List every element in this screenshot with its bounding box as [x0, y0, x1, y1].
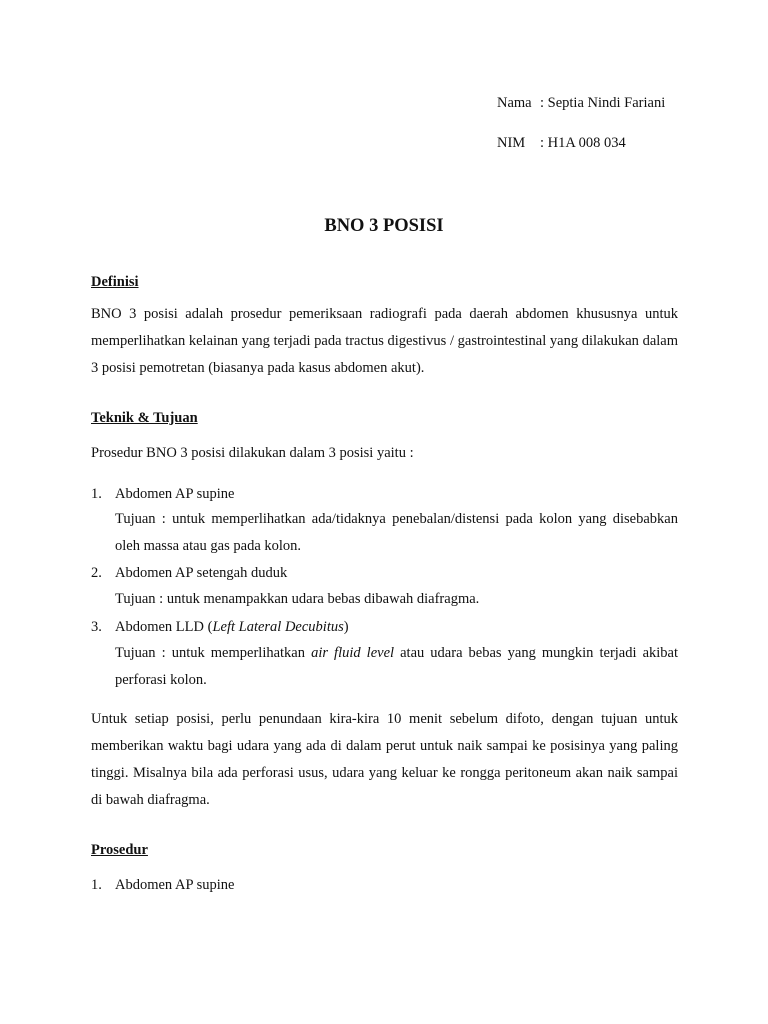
name-value: : Septia Nindi Fariani: [540, 95, 666, 111]
teknik-item-2-number: 2.: [91, 565, 102, 581]
definisi-heading: Definisi: [91, 274, 139, 290]
teknik-item-3-tujuan-italic: air fluid level: [311, 645, 395, 661]
prosedur-heading: Prosedur: [91, 842, 148, 858]
teknik-item-3-label: [115, 620, 349, 635]
teknik-item-3-label-prefix: Abdomen LLD (: [115, 619, 213, 635]
teknik-heading: Teknik & Tujuan: [91, 410, 198, 426]
name-label: Nama: [497, 95, 532, 111]
teknik-item-2-tujuan: Tujuan : untuk menampakkan udara bebas dibawah diafragma.: [115, 591, 480, 607]
teknik-item-1-tujuan: Tujuan : untuk memperlihatkan ada/tidaknya penebalan/distensi pada kolon yang disebabkan oleh massa atau gas pada kolon.: [115, 511, 678, 554]
prosedur-item-1-label: Abdomen AP supine: [115, 877, 235, 893]
teknik-item-3-number: 3.: [91, 619, 102, 635]
teknik-intro: Prosedur BNO 3 posisi dilakukan dalam 3 posisi yaitu :: [91, 445, 414, 461]
teknik-item-1-label: Abdomen AP supine: [115, 486, 235, 502]
teknik-item-3-label-suffix: ): [343, 619, 349, 635]
page-title: BNO 3 POSISI: [324, 216, 444, 236]
teknik-item-1-number: 1.: [91, 486, 102, 502]
nim-value: : H1A 008 034: [540, 135, 626, 151]
definisi-paragraph: BNO 3 posisi adalah prosedur pemeriksaan radiografi pada daerah abdomen khususnya untuk memperlihatkan kelainan yang terjadi pada tractus digestivus / gastrointestinal yang dilakukan dalam 3 posisi pemotretan (biasanya pada kasus abdomen akut).: [91, 306, 678, 376]
teknik-closing-paragraph: Untuk setiap posisi, perlu penundaan kira-kira 10 menit sebelum difoto, dengan tujuan untuk memberikan waktu bagi udara yang ada di dalam perut untuk naik sampai ke posisinya yang paling tinggi. Misalnya bila ada perforasi usus, udara yang keluar ke rongga peritoneum akan naik sampai di bawah diafragma.: [91, 711, 678, 808]
teknik-item-2-label: Abdomen AP setengah duduk: [115, 565, 288, 581]
teknik-item-3-tujuan-prefix: Tujuan : untuk memperlihatkan: [115, 645, 312, 661]
teknik-item-3-tujuan: [115, 640, 678, 694]
prosedur-item-1-number: 1.: [91, 877, 102, 893]
teknik-item-3-label-italic: Left Lateral Decubitus: [212, 619, 344, 635]
teknik-item-3-tujuan-suffix: atau udara bebas yang mungkin terjadi akibat perforasi kolon.: [115, 645, 678, 688]
nim-label: NIM: [497, 135, 526, 151]
